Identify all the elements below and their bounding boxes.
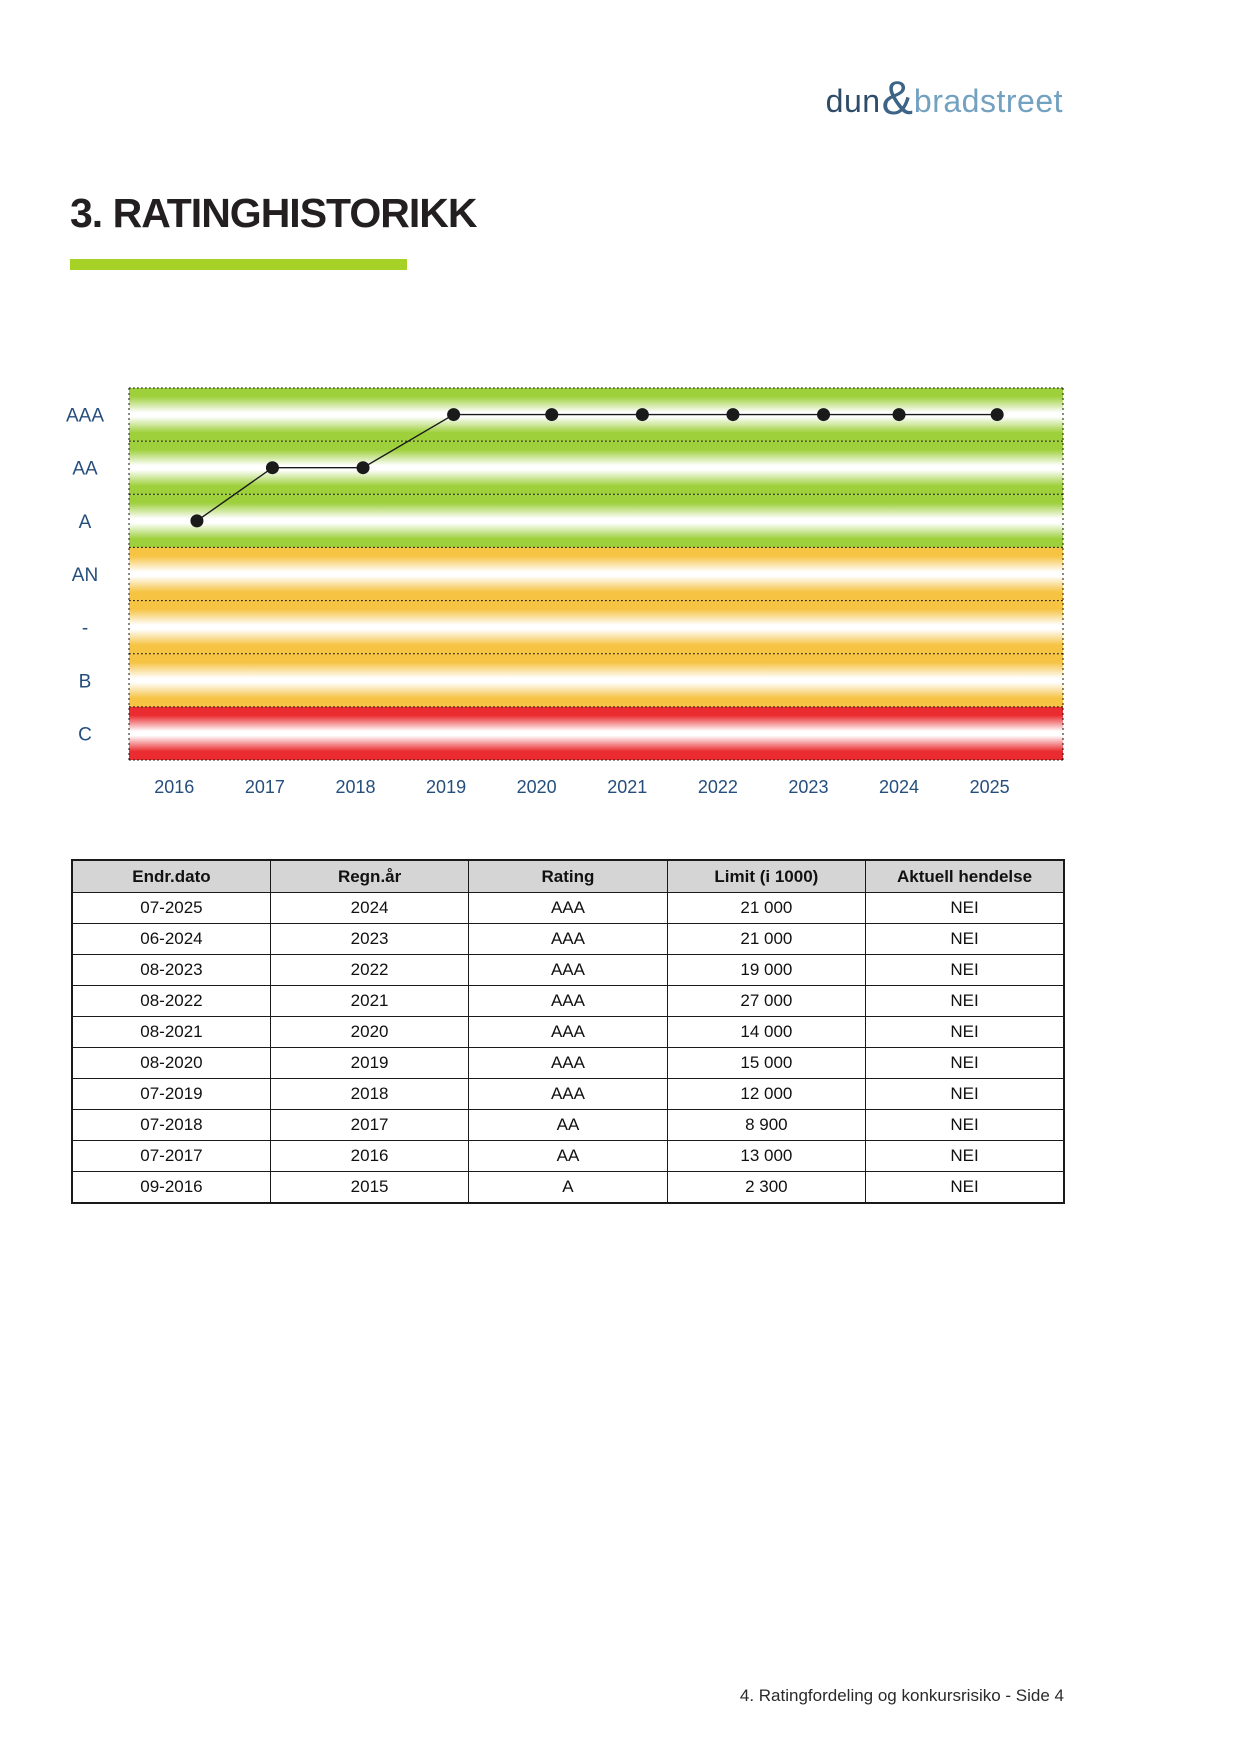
table-cell: NEI [866, 955, 1064, 986]
table-cell: 2024 [270, 893, 468, 924]
table-cell: 07-2019 [72, 1079, 270, 1110]
table-cell: 07-2017 [72, 1141, 270, 1172]
y-axis-label-AAA: AAA [65, 405, 105, 427]
table-cell: AAA [469, 986, 667, 1017]
table-cell: NEI [866, 986, 1064, 1017]
x-axis-label-2023: 2023 [788, 777, 829, 797]
table-cell: NEI [866, 1017, 1064, 1048]
x-axis-label-2024: 2024 [879, 777, 920, 797]
table-cell: 12 000 [667, 1079, 865, 1110]
table-cell: 2023 [270, 924, 468, 955]
table-cell: 8 900 [667, 1110, 865, 1141]
table-cell: AAA [469, 1048, 667, 1079]
x-axis-label-2020: 2020 [516, 777, 557, 797]
table-cell: 14 000 [667, 1017, 865, 1048]
table-row [72, 1048, 1064, 1079]
table-cell: NEI [866, 1172, 1064, 1204]
x-axis-label-2017: 2017 [244, 777, 285, 797]
table-cell: 07-2025 [72, 893, 270, 924]
table-cell: NEI [866, 1079, 1064, 1110]
y-axis-label-C: C [78, 724, 92, 746]
rating-band-A [129, 494, 1063, 547]
title-accent-bar [70, 259, 407, 270]
table-row [72, 955, 1064, 986]
table-cell: 08-2023 [72, 955, 270, 986]
x-axis-label-2022: 2022 [697, 777, 738, 797]
data-point-07-2018 [357, 461, 370, 474]
x-axis-label-2018: 2018 [335, 777, 376, 797]
rating-band-AN [129, 547, 1063, 600]
column-header: Aktuell hendelse [866, 860, 1064, 893]
table-row [72, 986, 1064, 1017]
table-row [72, 1141, 1064, 1172]
x-axis-label-2021: 2021 [607, 777, 648, 797]
table-row [72, 1079, 1064, 1110]
table-cell: NEI [866, 1110, 1064, 1141]
y-axis-label-AN: AN [71, 565, 99, 586]
table-cell: 2021 [270, 986, 468, 1017]
table-cell: AAA [469, 1079, 667, 1110]
table-row [72, 1017, 1064, 1048]
table-cell: 19 000 [667, 955, 865, 986]
table-cell: 15 000 [667, 1048, 865, 1079]
table-cell: 2017 [270, 1110, 468, 1141]
table-row [72, 1172, 1064, 1204]
table-cell: A [469, 1172, 667, 1204]
rating-band-B [129, 654, 1063, 707]
table-cell: NEI [866, 1141, 1064, 1172]
x-axis-label-2025: 2025 [969, 777, 1010, 797]
rating-history-chart-svg [0, 370, 1120, 820]
table-cell: AA [469, 1141, 667, 1172]
data-point-08-2021 [636, 408, 649, 421]
rating-band-- [129, 601, 1063, 654]
column-header: Endr.dato [72, 860, 270, 893]
table-cell: 2015 [270, 1172, 468, 1204]
table-cell: 21 000 [667, 893, 865, 924]
data-point-06-2024 [893, 408, 906, 421]
table-cell: 27 000 [667, 986, 865, 1017]
data-point-09-2016 [190, 514, 203, 527]
x-axis-label-2016: 2016 [154, 777, 195, 797]
data-point-07-2019 [447, 408, 460, 421]
table-cell: 2 300 [667, 1172, 865, 1204]
dun-bradstreet-logo [826, 68, 1063, 123]
data-point-07-2017 [266, 461, 279, 474]
x-axis-label-2019: 2019 [426, 777, 467, 797]
page-footer: 4. Ratingfordeling og konkursrisiko - Side 4 [739, 1686, 1064, 1705]
y-axis-label--: - [81, 618, 89, 640]
table-cell: AAA [469, 924, 667, 955]
table-cell: 06-2024 [72, 924, 270, 955]
table-cell: 2019 [270, 1048, 468, 1079]
table-cell: NEI [866, 893, 1064, 924]
table-cell: 2018 [270, 1079, 468, 1110]
table-row [72, 1110, 1064, 1141]
table-cell: 08-2020 [72, 1048, 270, 1079]
data-point-07-2025 [991, 408, 1004, 421]
table-cell: AA [469, 1110, 667, 1141]
logo-bradstreet: bradstreet [913, 83, 1063, 119]
table-cell: 09-2016 [72, 1172, 270, 1204]
table-cell: AAA [469, 1017, 667, 1048]
logo-dun: dun [825, 83, 881, 119]
data-point-08-2022 [726, 408, 739, 421]
data-point-08-2023 [817, 408, 830, 421]
rating-history-table [71, 859, 1065, 1204]
table-cell: 08-2021 [72, 1017, 270, 1048]
rating-history-chart [0, 370, 1120, 820]
table-row [72, 924, 1064, 955]
table-cell: 2022 [270, 955, 468, 986]
data-point-08-2020 [545, 408, 558, 421]
table-header [72, 860, 1064, 893]
ampersand-icon: & [881, 71, 913, 124]
table-row [72, 893, 1064, 924]
table-cell: 2020 [270, 1017, 468, 1048]
y-axis-label-A: A [78, 511, 92, 533]
table-cell: AAA [469, 955, 667, 986]
rating-band-C [129, 707, 1063, 760]
column-header: Rating [469, 860, 667, 893]
table-cell: AAA [469, 893, 667, 924]
y-axis-label-AA: AA [72, 458, 98, 480]
table-cell: 21 000 [667, 924, 865, 955]
column-header: Limit (i 1000) [667, 860, 865, 893]
column-header: Regn.år [270, 860, 468, 893]
table-cell: 2016 [270, 1141, 468, 1172]
page-title: 3. RATINGHISTORIKK [70, 190, 477, 236]
table-cell: NEI [866, 924, 1064, 955]
table-cell: 07-2018 [72, 1110, 270, 1141]
table-cell: NEI [866, 1048, 1064, 1079]
y-axis-label-B: B [78, 671, 92, 693]
table-cell: 13 000 [667, 1141, 865, 1172]
table-cell: 08-2022 [72, 986, 270, 1017]
